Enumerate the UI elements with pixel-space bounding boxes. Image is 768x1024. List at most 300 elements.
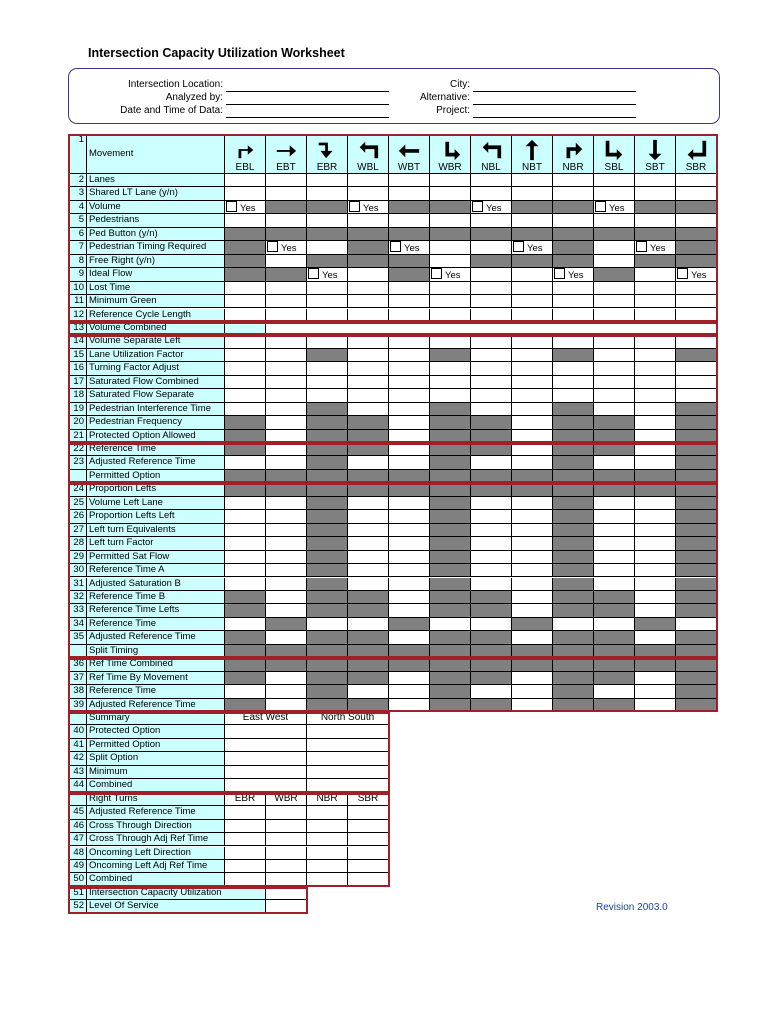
input-cell[interactable]	[471, 268, 512, 281]
right-turn-cell[interactable]	[225, 833, 266, 846]
input-cell[interactable]	[635, 268, 676, 281]
input-cell[interactable]	[348, 214, 389, 227]
checkbox[interactable]	[636, 241, 647, 252]
input-cell[interactable]	[348, 282, 389, 295]
input-cell[interactable]	[266, 604, 307, 617]
input-cell[interactable]	[430, 255, 471, 268]
input-cell[interactable]	[594, 214, 635, 227]
input-cell[interactable]	[471, 403, 512, 416]
input-cell[interactable]	[430, 187, 471, 200]
input-cell[interactable]	[389, 631, 430, 644]
input-cell[interactable]	[266, 255, 307, 268]
input-cell[interactable]	[512, 389, 553, 402]
input-cell[interactable]	[225, 309, 266, 322]
checkbox[interactable]	[595, 201, 606, 212]
input-cell[interactable]	[594, 685, 635, 698]
input-cell[interactable]	[266, 335, 307, 348]
right-turn-cell[interactable]	[225, 806, 266, 819]
input-cell[interactable]	[266, 564, 307, 577]
input-cell[interactable]	[430, 282, 471, 295]
input-cell[interactable]	[635, 282, 676, 295]
input-cell[interactable]	[266, 672, 307, 685]
input-cell[interactable]	[676, 214, 717, 227]
input-cell[interactable]	[266, 578, 307, 591]
input-cell[interactable]	[266, 416, 307, 429]
input-cell[interactable]	[307, 376, 348, 389]
input-cell[interactable]	[225, 349, 266, 362]
input-cell[interactable]	[225, 537, 266, 550]
input-cell[interactable]	[471, 362, 512, 375]
right-turn-cell[interactable]	[266, 806, 307, 819]
right-turn-cell[interactable]	[266, 833, 307, 846]
right-turn-cell[interactable]	[348, 833, 389, 846]
input-cell[interactable]	[471, 685, 512, 698]
alternative-field[interactable]	[473, 104, 636, 105]
input-cell[interactable]	[266, 309, 307, 322]
input-cell[interactable]	[512, 416, 553, 429]
input-cell[interactable]	[512, 672, 553, 685]
input-cell[interactable]	[635, 430, 676, 443]
input-cell[interactable]	[389, 443, 430, 456]
input-cell[interactable]	[389, 282, 430, 295]
input-cell[interactable]	[594, 309, 635, 322]
summary-cell[interactable]	[225, 779, 307, 792]
input-cell[interactable]	[389, 564, 430, 577]
input-cell[interactable]	[594, 497, 635, 510]
input-cell[interactable]	[266, 282, 307, 295]
input-cell[interactable]	[348, 456, 389, 469]
input-cell[interactable]	[512, 295, 553, 308]
input-cell[interactable]	[266, 214, 307, 227]
right-turn-cell[interactable]	[307, 847, 348, 860]
input-cell[interactable]	[512, 564, 553, 577]
input-cell[interactable]	[389, 497, 430, 510]
input-cell[interactable]	[594, 389, 635, 402]
input-cell[interactable]	[266, 631, 307, 644]
right-turn-cell[interactable]	[307, 873, 348, 886]
input-cell[interactable]	[471, 376, 512, 389]
right-turn-cell[interactable]	[348, 820, 389, 833]
intersection-location-field[interactable]	[226, 91, 389, 92]
input-cell[interactable]	[676, 187, 717, 200]
yes-checkbox-cell[interactable]	[471, 201, 512, 214]
input-cell[interactable]	[266, 349, 307, 362]
input-cell[interactable]	[512, 362, 553, 375]
input-cell[interactable]	[430, 214, 471, 227]
input-cell[interactable]	[266, 430, 307, 443]
input-cell[interactable]	[471, 551, 512, 564]
input-cell[interactable]	[471, 174, 512, 187]
input-cell[interactable]	[266, 187, 307, 200]
input-cell[interactable]	[348, 389, 389, 402]
input-cell[interactable]	[512, 335, 553, 348]
input-cell[interactable]	[389, 578, 430, 591]
input-cell[interactable]	[430, 295, 471, 308]
input-cell[interactable]	[635, 578, 676, 591]
right-turn-cell[interactable]	[348, 847, 389, 860]
input-cell[interactable]	[471, 349, 512, 362]
input-cell[interactable]	[389, 604, 430, 617]
input-cell[interactable]	[676, 309, 717, 322]
input-cell[interactable]	[266, 456, 307, 469]
input-cell[interactable]	[635, 214, 676, 227]
input-cell[interactable]	[348, 524, 389, 537]
input-cell[interactable]	[266, 685, 307, 698]
right-turn-cell[interactable]	[307, 860, 348, 873]
input-cell[interactable]	[676, 618, 717, 631]
input-cell[interactable]	[635, 456, 676, 469]
checkbox[interactable]	[472, 201, 483, 212]
input-cell[interactable]	[430, 362, 471, 375]
input-cell[interactable]	[512, 604, 553, 617]
summary-cell[interactable]	[307, 752, 389, 765]
right-turn-cell[interactable]	[225, 860, 266, 873]
input-cell[interactable]	[389, 403, 430, 416]
input-cell[interactable]	[471, 564, 512, 577]
input-cell[interactable]	[635, 295, 676, 308]
input-cell[interactable]	[512, 578, 553, 591]
summary-cell[interactable]	[307, 779, 389, 792]
input-cell[interactable]	[225, 362, 266, 375]
input-cell[interactable]	[635, 174, 676, 187]
input-cell[interactable]	[348, 309, 389, 322]
input-cell[interactable]	[348, 335, 389, 348]
input-cell[interactable]	[389, 537, 430, 550]
input-cell[interactable]	[225, 403, 266, 416]
input-cell[interactable]	[348, 403, 389, 416]
analyzed-by-field[interactable]	[226, 104, 389, 105]
input-cell[interactable]	[512, 309, 553, 322]
input-cell[interactable]	[553, 335, 594, 348]
input-cell[interactable]	[676, 174, 717, 187]
input-cell[interactable]	[348, 537, 389, 550]
input-cell[interactable]	[471, 214, 512, 227]
input-cell[interactable]	[635, 551, 676, 564]
right-turn-cell[interactable]	[307, 833, 348, 846]
right-turn-cell[interactable]	[225, 873, 266, 886]
input-cell[interactable]	[430, 174, 471, 187]
input-cell[interactable]	[512, 551, 553, 564]
input-cell[interactable]	[266, 510, 307, 523]
input-cell[interactable]	[676, 389, 717, 402]
input-cell[interactable]	[512, 685, 553, 698]
input-cell[interactable]	[635, 564, 676, 577]
input-cell[interactable]	[512, 524, 553, 537]
input-cell[interactable]	[635, 524, 676, 537]
input-cell[interactable]	[471, 295, 512, 308]
right-turn-cell[interactable]	[266, 820, 307, 833]
input-cell[interactable]	[594, 403, 635, 416]
input-cell[interactable]	[635, 187, 676, 200]
project-field[interactable]	[473, 117, 636, 118]
input-cell[interactable]	[266, 551, 307, 564]
input-cell[interactable]	[225, 389, 266, 402]
input-cell[interactable]	[389, 389, 430, 402]
input-cell[interactable]	[225, 187, 266, 200]
input-cell[interactable]	[430, 335, 471, 348]
input-cell[interactable]	[471, 537, 512, 550]
yes-checkbox-cell[interactable]	[635, 241, 676, 254]
input-cell[interactable]	[512, 537, 553, 550]
summary-cell[interactable]	[225, 739, 307, 752]
input-cell[interactable]	[348, 618, 389, 631]
input-cell[interactable]	[430, 618, 471, 631]
summary-cell[interactable]	[307, 725, 389, 738]
input-cell[interactable]	[594, 295, 635, 308]
input-cell[interactable]	[512, 591, 553, 604]
input-cell[interactable]	[389, 187, 430, 200]
input-cell[interactable]	[389, 430, 430, 443]
input-cell[interactable]	[225, 456, 266, 469]
input-cell[interactable]	[471, 187, 512, 200]
input-cell[interactable]	[348, 578, 389, 591]
input-cell[interactable]	[594, 174, 635, 187]
input-cell[interactable]	[266, 537, 307, 550]
input-cell[interactable]	[635, 335, 676, 348]
input-cell[interactable]	[307, 389, 348, 402]
input-cell[interactable]	[471, 309, 512, 322]
input-cell[interactable]	[594, 241, 635, 254]
input-cell[interactable]	[635, 403, 676, 416]
right-turn-cell[interactable]	[225, 820, 266, 833]
summary-cell[interactable]	[225, 752, 307, 765]
input-cell[interactable]	[512, 174, 553, 187]
input-cell[interactable]	[676, 282, 717, 295]
input-cell[interactable]	[594, 578, 635, 591]
input-cell[interactable]	[471, 497, 512, 510]
summary-cell[interactable]	[307, 739, 389, 752]
input-cell[interactable]	[348, 295, 389, 308]
input-cell[interactable]	[348, 510, 389, 523]
input-cell[interactable]	[553, 282, 594, 295]
input-cell[interactable]	[635, 362, 676, 375]
input-cell[interactable]	[635, 537, 676, 550]
checkbox[interactable]	[677, 268, 688, 279]
input-cell[interactable]	[512, 403, 553, 416]
input-cell[interactable]	[389, 456, 430, 469]
input-cell[interactable]	[225, 578, 266, 591]
input-cell[interactable]	[266, 524, 307, 537]
input-cell[interactable]	[389, 174, 430, 187]
input-cell[interactable]	[266, 591, 307, 604]
input-cell[interactable]	[594, 551, 635, 564]
input-cell[interactable]	[266, 403, 307, 416]
input-cell[interactable]	[471, 524, 512, 537]
input-cell[interactable]	[225, 685, 266, 698]
input-cell[interactable]	[635, 685, 676, 698]
checkbox[interactable]	[554, 268, 565, 279]
input-cell[interactable]	[389, 335, 430, 348]
input-cell[interactable]	[307, 214, 348, 227]
city-field[interactable]	[473, 91, 636, 92]
input-cell[interactable]	[635, 604, 676, 617]
input-cell[interactable]	[512, 497, 553, 510]
input-cell[interactable]	[225, 214, 266, 227]
input-cell[interactable]	[389, 510, 430, 523]
right-turn-cell[interactable]	[307, 820, 348, 833]
input-cell[interactable]	[266, 497, 307, 510]
checkbox[interactable]	[226, 201, 237, 212]
input-cell[interactable]	[307, 187, 348, 200]
input-cell[interactable]	[307, 362, 348, 375]
input-cell[interactable]	[594, 187, 635, 200]
right-turn-cell[interactable]	[307, 806, 348, 819]
input-cell[interactable]	[225, 295, 266, 308]
checkbox[interactable]	[349, 201, 360, 212]
input-cell[interactable]	[225, 282, 266, 295]
input-cell[interactable]	[635, 497, 676, 510]
input-cell[interactable]	[594, 349, 635, 362]
input-cell[interactable]	[225, 376, 266, 389]
input-cell[interactable]	[225, 497, 266, 510]
checkbox[interactable]	[431, 268, 442, 279]
input-cell[interactable]	[471, 335, 512, 348]
yes-checkbox-cell[interactable]	[225, 201, 266, 214]
input-cell[interactable]	[225, 174, 266, 187]
input-cell[interactable]	[676, 362, 717, 375]
input-cell[interactable]	[389, 349, 430, 362]
input-cell[interactable]	[553, 214, 594, 227]
input-cell[interactable]	[389, 295, 430, 308]
input-cell[interactable]	[512, 349, 553, 362]
input-cell[interactable]	[512, 699, 553, 712]
input-cell[interactable]	[307, 174, 348, 187]
input-cell[interactable]	[348, 187, 389, 200]
input-cell[interactable]	[348, 376, 389, 389]
summary-cell[interactable]	[225, 725, 307, 738]
input-cell[interactable]	[389, 376, 430, 389]
input-cell[interactable]	[430, 241, 471, 254]
input-cell[interactable]	[676, 335, 717, 348]
input-cell[interactable]	[389, 214, 430, 227]
right-turn-cell[interactable]	[348, 873, 389, 886]
input-cell[interactable]	[471, 578, 512, 591]
input-cell[interactable]	[553, 389, 594, 402]
input-cell[interactable]	[348, 268, 389, 281]
yes-checkbox-cell[interactable]	[266, 241, 307, 254]
input-cell[interactable]	[635, 672, 676, 685]
input-cell[interactable]	[266, 295, 307, 308]
input-cell[interactable]	[266, 389, 307, 402]
input-cell[interactable]	[389, 591, 430, 604]
input-cell[interactable]	[266, 376, 307, 389]
input-cell[interactable]	[594, 564, 635, 577]
input-cell[interactable]	[471, 282, 512, 295]
yes-checkbox-cell[interactable]	[307, 268, 348, 281]
input-cell[interactable]	[471, 241, 512, 254]
input-cell[interactable]	[471, 456, 512, 469]
input-cell[interactable]	[512, 510, 553, 523]
input-cell[interactable]	[676, 295, 717, 308]
yes-checkbox-cell[interactable]	[348, 201, 389, 214]
input-cell[interactable]	[389, 362, 430, 375]
input-cell[interactable]	[594, 524, 635, 537]
input-cell[interactable]	[225, 564, 266, 577]
right-turn-cell[interactable]	[266, 847, 307, 860]
icu-value-cell[interactable]	[266, 887, 307, 900]
right-turn-cell[interactable]	[348, 806, 389, 819]
input-cell[interactable]	[594, 376, 635, 389]
input-cell[interactable]	[471, 618, 512, 631]
checkbox[interactable]	[267, 241, 278, 252]
input-cell[interactable]	[512, 430, 553, 443]
input-cell[interactable]	[307, 282, 348, 295]
input-cell[interactable]	[553, 376, 594, 389]
input-cell[interactable]	[430, 376, 471, 389]
reference-cycle-length-input[interactable]	[225, 322, 266, 335]
input-cell[interactable]	[266, 699, 307, 712]
input-cell[interactable]	[512, 631, 553, 644]
input-cell[interactable]	[389, 416, 430, 429]
input-cell[interactable]	[389, 309, 430, 322]
input-cell[interactable]	[389, 672, 430, 685]
input-cell[interactable]	[225, 551, 266, 564]
level-of-service-cell[interactable]	[266, 900, 307, 913]
input-cell[interactable]	[512, 456, 553, 469]
right-turn-cell[interactable]	[266, 873, 307, 886]
checkbox[interactable]	[390, 241, 401, 252]
checkbox[interactable]	[308, 268, 319, 279]
summary-cell[interactable]	[307, 766, 389, 779]
input-cell[interactable]	[225, 335, 266, 348]
input-cell[interactable]	[348, 349, 389, 362]
input-cell[interactable]	[635, 376, 676, 389]
input-cell[interactable]	[430, 389, 471, 402]
input-cell[interactable]	[307, 241, 348, 254]
input-cell[interactable]	[266, 443, 307, 456]
input-cell[interactable]	[389, 685, 430, 698]
input-cell[interactable]	[553, 362, 594, 375]
input-cell[interactable]	[594, 255, 635, 268]
input-cell[interactable]	[553, 174, 594, 187]
input-cell[interactable]	[594, 537, 635, 550]
input-cell[interactable]	[307, 618, 348, 631]
input-cell[interactable]	[512, 268, 553, 281]
input-cell[interactable]	[594, 335, 635, 348]
input-cell[interactable]	[225, 510, 266, 523]
input-cell[interactable]	[635, 591, 676, 604]
right-turn-cell[interactable]	[348, 860, 389, 873]
input-cell[interactable]	[635, 510, 676, 523]
input-cell[interactable]	[635, 699, 676, 712]
input-cell[interactable]	[389, 524, 430, 537]
input-cell[interactable]	[553, 309, 594, 322]
summary-cell[interactable]	[225, 766, 307, 779]
input-cell[interactable]	[266, 362, 307, 375]
right-turn-cell[interactable]	[266, 860, 307, 873]
right-turn-cell[interactable]	[225, 847, 266, 860]
input-cell[interactable]	[553, 618, 594, 631]
input-cell[interactable]	[307, 309, 348, 322]
input-cell[interactable]	[430, 309, 471, 322]
input-cell[interactable]	[471, 389, 512, 402]
input-cell[interactable]	[594, 510, 635, 523]
input-cell[interactable]	[512, 214, 553, 227]
input-cell[interactable]	[471, 510, 512, 523]
input-cell[interactable]	[307, 335, 348, 348]
input-cell[interactable]	[676, 376, 717, 389]
input-cell[interactable]	[635, 309, 676, 322]
input-cell[interactable]	[389, 699, 430, 712]
yes-checkbox-cell[interactable]	[676, 268, 717, 281]
date-time-field[interactable]	[226, 117, 389, 118]
input-cell[interactable]	[635, 443, 676, 456]
input-cell[interactable]	[348, 564, 389, 577]
input-cell[interactable]	[348, 497, 389, 510]
input-cell[interactable]	[266, 174, 307, 187]
input-cell[interactable]	[553, 295, 594, 308]
input-cell[interactable]	[225, 524, 266, 537]
